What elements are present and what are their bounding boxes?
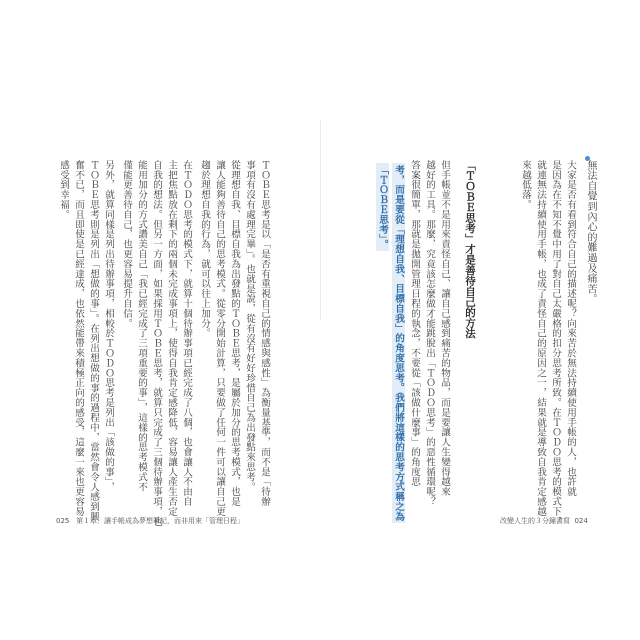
intro-line-4: 來越低落。 — [520, 160, 531, 210]
left-line-5: 趨於理想自我的行為，就可以往上加分。 — [199, 160, 210, 339]
bullet-text: 無法自覺到內心的難過及痛苦。 — [585, 160, 596, 305]
left-line-12: ＴＯＢＥ思考則是列出「想做的事」。在列出想做的事的過程中，當然會令人感到興 — [88, 160, 99, 522]
left-line-4: 讓人能夠善待自己的思考模式。從零分開始計算，只要做了任何一件可以讓自己更 — [214, 160, 225, 517]
right-footer — [500, 516, 588, 526]
left-line-14: 感受到幸福。 — [58, 160, 69, 220]
body-line-2: 越好的工具。那麼，究竟該怎麼做才能跳脫出「ＴＯＤＯ思考」的惡性循環呢？ — [424, 160, 435, 507]
left-line-1: ＴＯＢＥ思考是以「是否有重視自己的情感與感性」為衡量基準，而不是「待辦 — [259, 160, 270, 507]
left-line-7: 主把焦點放在剩下的兩個未完成事項上，使得自我肯定感降低，容易讓人產生否定 — [166, 160, 177, 517]
left-line-11: 另外，就算同樣是列出待辦事項，相較於ＴＯＤＯ思考是列出「該做的事」， — [103, 160, 114, 492]
highlight-line-2: 「ＴＯＢＥ思考」。 — [377, 165, 388, 250]
intro-line-2: 是因為在不知不覺中用了對自己太嚴格的扣分思考所致。在ＴＯＤＯ思考的模式下， — [550, 160, 561, 527]
intro-line-3: 就連無法持續使用手帳，也成了責怪自己的原因之一，結果就是導致自我肯定感越 — [535, 160, 546, 517]
intro-line-1: 大家是否有看到符合自己的描述呢？向來苦於無法持續使用手帳的人，也許就 — [565, 160, 576, 497]
left-page-number: 025 — [56, 517, 70, 525]
left-line-2: 事項有沒有處理完畢」。也就是說，從有沒有好好珍惜自己為出發點來思考。 — [244, 160, 255, 492]
left-line-9: 能用加分的方式讚美自己「我已經完成了三項重要的事」，這樣的思考模式不 — [136, 160, 147, 492]
right-page-number: 024 — [574, 517, 588, 525]
left-line-10: 僅能更善待自己，也更容易提升自信。 — [121, 160, 132, 329]
page-gutter — [320, 120, 321, 320]
left-line-13: 奮不已，而且即使是已經達成，也依然能帶來積極正向的感受，這麼一來也更容易 — [73, 160, 84, 517]
section-heading: 「ＴＯＢＥ思考」才是善待自己的方法 — [464, 160, 476, 339]
left-line-6: 在ＴＯＤＯ思考的模式下，就算十個待辦事項已經完成了八個，也會讓人不由自 — [181, 160, 192, 507]
highlight-line-1: 考，而是要從「理想自我、目標自我」的角度思考。我們將這樣的思考方式稱之為 — [393, 165, 404, 522]
body-line-3: 答案很簡單，那就是拋開管理日程的執念，不要從「該做什麼事」的角度思 — [409, 160, 420, 487]
left-footer-title: 第１章．讓手帳成為夢想筆記，而非用來「管理日程」 — [76, 517, 245, 525]
left-line-8: 自我的想法。但另一方面，如果採用ＴＯＢＥ思考，就算只完成了三個待辦事項，也 — [151, 160, 162, 527]
right-footer-title: 改變人生的３分鐘書寫 — [500, 517, 570, 525]
body-line-1: 但手帳並不是用來責怪自己、讓自己感到痛苦的物品，而是要讓人生變得越來 — [439, 160, 450, 497]
left-footer — [56, 516, 244, 526]
left-line-3: 從理想自我、目標自我為出發點的ＴＯＢＥ思考，是屬於加分的思考模式，也是 — [229, 160, 240, 507]
